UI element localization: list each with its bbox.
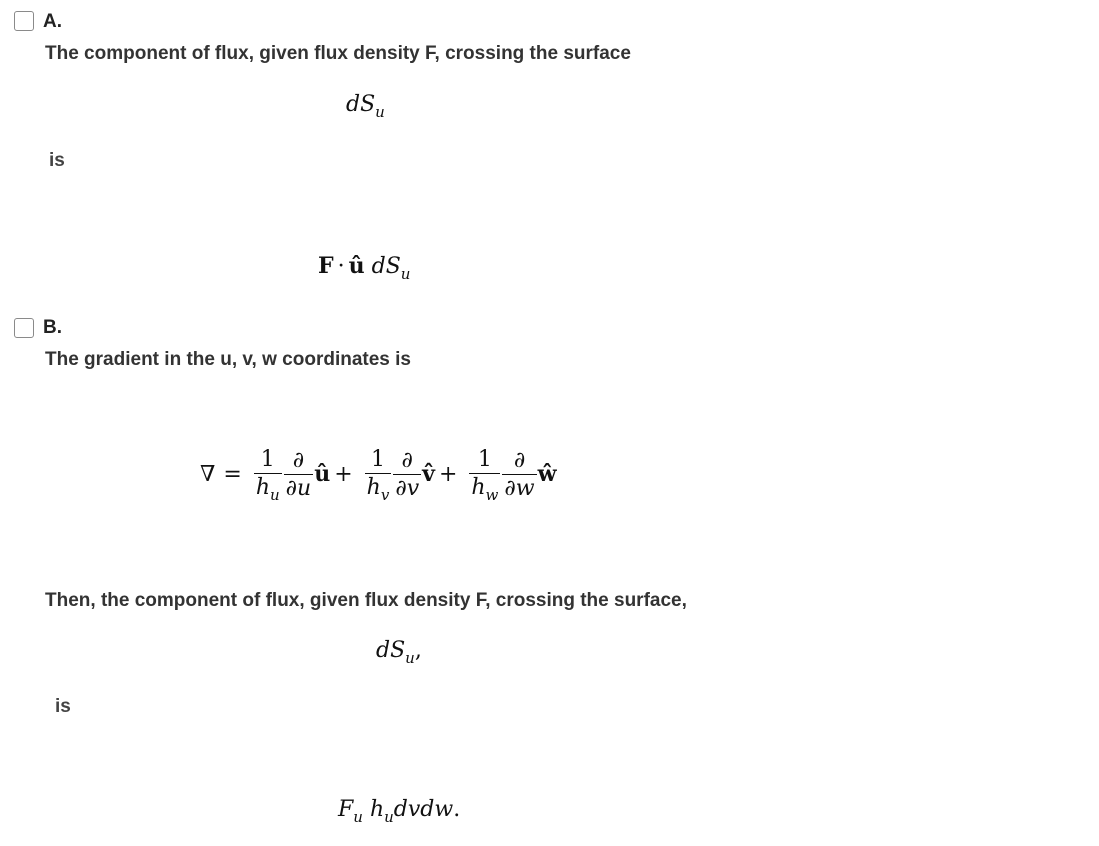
gradient-equation: ∇ = $\frac{1}{h_u}$ $\frac{\partial}{\partial u}$ û + $\frac{1}{h_v}$ $\frac{\partial}{\partial v}$ v̂ + $\frac{1}{h_w}$ $\frac{\partial}{\partial w}$ ŵ bbox=[200, 447, 557, 504]
option-b-is-text: is bbox=[55, 696, 71, 717]
option-b-surface-element: $dS_u$, bbox=[376, 638, 422, 667]
partial-over-dw: $\frac{\partial}{\partial w}$ bbox=[504, 447, 535, 501]
option-b-statement: The gradient in the u, v, w coordinates is bbox=[45, 349, 411, 370]
option-a-is-text: is bbox=[49, 150, 65, 171]
partial-over-dv: $\frac{\partial}{\partial v}$ bbox=[395, 447, 420, 501]
fraction-1-over-hu: $\frac{1}{h_u}$ bbox=[255, 447, 280, 504]
partial-over-du: $\frac{\partial}{\partial u}$ bbox=[285, 447, 312, 501]
option-b-flux-expression: $F_u$ $h_udvdw$. bbox=[338, 797, 461, 826]
option-a-checkbox[interactable] bbox=[14, 11, 34, 31]
option-a-surface-element: $dS_u$ bbox=[346, 92, 385, 121]
option-a-flux-expression: F · û $dS_u$ bbox=[318, 253, 411, 283]
option-a-statement: The component of flux, given flux density F, crossing the surface bbox=[45, 43, 631, 64]
option-b-label: B. bbox=[43, 317, 62, 338]
option-a-label: A. bbox=[43, 11, 62, 32]
fraction-1-over-hw: $\frac{1}{h_w}$ bbox=[471, 447, 499, 504]
fraction-1-over-hv: $\frac{1}{h_v}$ bbox=[366, 447, 390, 504]
option-b-checkbox[interactable] bbox=[14, 318, 34, 338]
option-b-then-text: Then, the component of flux, given flux density F, crossing the surface, bbox=[45, 590, 687, 611]
